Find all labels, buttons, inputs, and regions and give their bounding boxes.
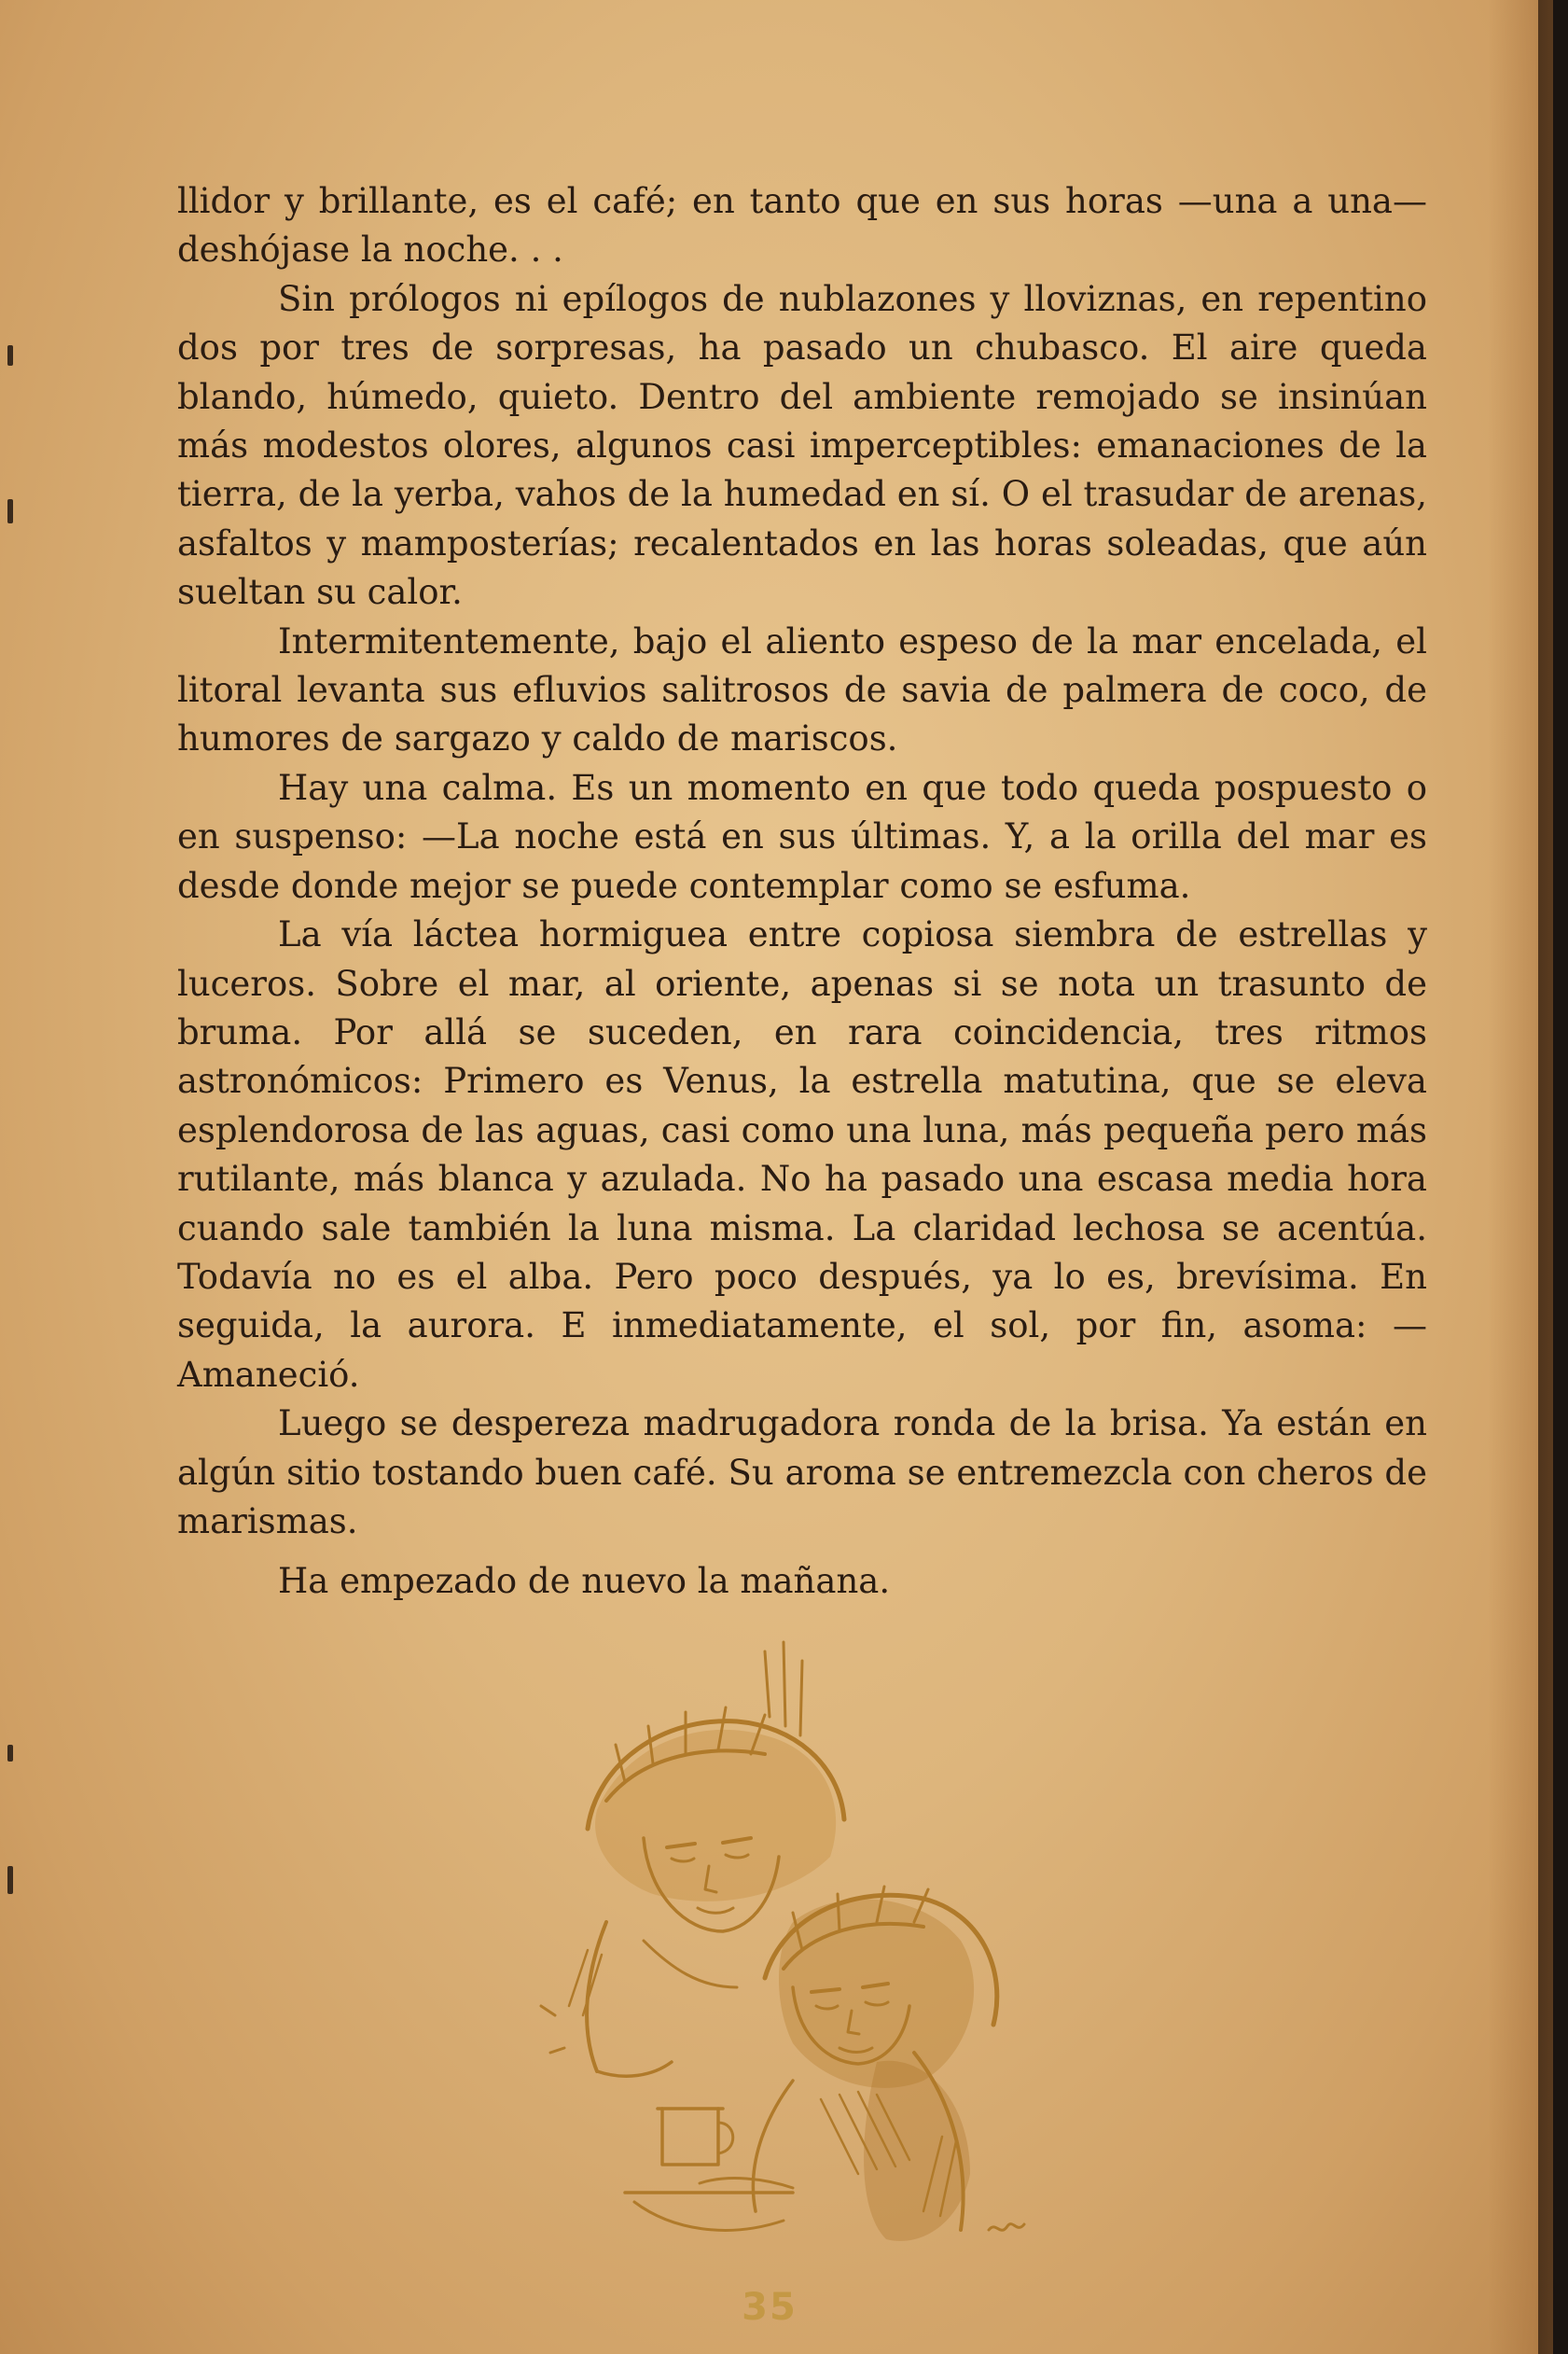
paragraph: Sin prólogos ni epílogos de nublazones y lloviznas, en repentino dos por tres de sorpresas, ha pasado un chubasco. El aire queda blando, húmedo, quieto. Dentro del ambiente remojado se insinúan más modestos olores, algunos casi imperceptibles: emanaciones de la tierra, de la yerba, vahos de la humedad en sí. O el trasudar de arenas, asfaltos y mamposterías; recalentados en las horas soleadas, que aún sueltan su calor. — [177, 278, 1427, 613]
margin-mark — [7, 1866, 13, 1894]
page-edge — [1538, 0, 1553, 2354]
page-number: 35 — [742, 2286, 798, 2329]
body-text — [177, 177, 1427, 1607]
paragraph: Ha empezado de nuevo la mañana. — [278, 1561, 891, 1602]
paragraph: Intermitentemente, bajo el aliento espeso de la mar encelada, el litoral levanta sus efluvios salitrosos de savia de palmera de coco, de humores de sargazo y caldo de mariscos. — [177, 620, 1427, 759]
ink-sketch-illustration — [485, 1614, 1082, 2267]
paragraph: llidor y brillante, es el café; en tanto que en sus horas —una a una— deshójase la noche. . . — [177, 181, 1427, 271]
paragraph: La vía láctea hormiguea entre copiosa siembra de estrellas y luceros. Sobre el mar, al oriente, apenas si se nota un trasunto de bruma. Por allá se suceden, en rara coincidencia, tres ritmos astronómicos: Primero es Venus, la estrella matutina, que se eleva esplendorosa de las aguas, casi como una luna, más pequeña pero más rutilante, más blanca y azulada. No ha pasado una escasa media hora cuando sale también la luna misma. La claridad lechosa se acentúa. Todavía no es el alba. Pero poco después, ya lo es, brevísima. En seguida, la aurora. E inmediatamente, el sol, por fin, asoma: —Amaneció. — [177, 914, 1427, 1395]
margin-mark — [7, 345, 13, 366]
paragraph: Hay una calma. Es un momento en que todo queda pospuesto o en suspenso: —La noche está en sus últimas. Y, a la orilla del mar es desde donde mejor se puede contemplar como se esfuma. — [177, 767, 1427, 906]
margin-mark — [7, 1745, 13, 1762]
margin-mark — [7, 499, 13, 523]
paragraph: Luego se despereza madrugadora ronda de la brisa. Ya están en algún sitio tostando buen café. Su aroma se entremezcla con cheros de marismas. — [177, 1403, 1427, 1541]
